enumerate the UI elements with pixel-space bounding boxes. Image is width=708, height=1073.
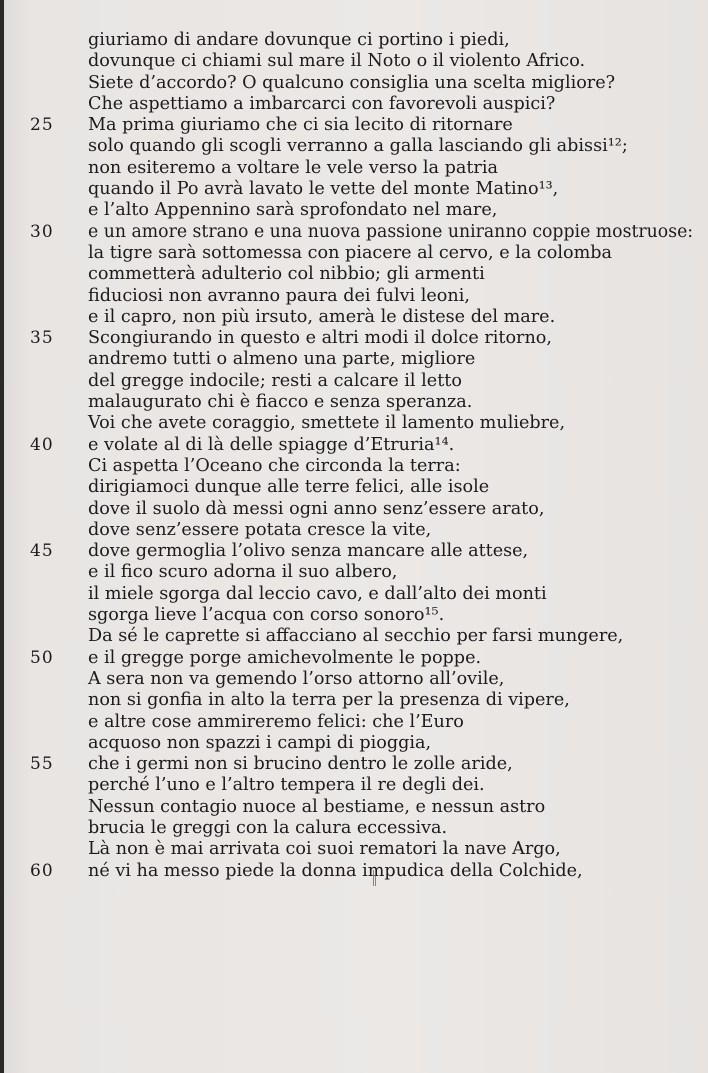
- line-text: né vi ha messo piede la donna impudica della Colchide,: [88, 860, 583, 881]
- poem-line: [0, 648, 708, 669]
- line-text: Che aspettiamo a imbarcarci con favorevoli auspici?: [88, 93, 556, 114]
- poem-line: [0, 349, 708, 370]
- poem-line: [0, 286, 708, 307]
- poem-line: [0, 371, 708, 392]
- poem-line: [0, 136, 708, 157]
- line-text: non esiteremo a voltare le vele verso la patria: [88, 157, 498, 178]
- line-text: dove germoglia l’olivo senza mancare alle attese,: [88, 541, 529, 562]
- line-text: e l’alto Appennino sarà sprofondato nel mare,: [88, 200, 498, 221]
- poem-line: [0, 733, 708, 754]
- poem-line: [0, 562, 708, 583]
- line-text: A sera non va gemendo l’orso attorno all’ovile,: [88, 668, 505, 689]
- line-text: e il capro, non più irsuto, amerà le distese del mare.: [88, 306, 556, 327]
- line-text: che i germi non si brucino dentro le zolle aride,: [88, 754, 513, 775]
- line-text: dove senz’essere potata cresce la vite,: [88, 519, 432, 540]
- poem-line: [0, 179, 708, 200]
- poem-line: [0, 669, 708, 690]
- line-text: fiduciosi non avranno paura dei fulvi leoni,: [88, 285, 470, 306]
- poem-line: [0, 754, 708, 775]
- poem-line: [0, 839, 708, 860]
- poem-line: [0, 94, 708, 115]
- poem-line: [0, 264, 708, 285]
- poem-line: [0, 605, 708, 626]
- line-number: 40: [30, 434, 54, 455]
- line-text: Siete d’accordo? O qualcuno consiglia una scelta migliore?: [88, 72, 616, 93]
- line-text: del gregge indocile; resti a calcare il letto: [88, 370, 462, 391]
- line-text: dove il suolo dà messi ogni anno senz’essere arato,: [88, 498, 545, 519]
- line-text: non si gonfia in alto la terra per la presenza di vipere,: [88, 690, 570, 711]
- line-text: Là non è mai arrivata coi suoi rematori la nave Argo,: [88, 839, 561, 860]
- line-text: perché l’uno e l’altro tempera il re degli dei.: [88, 775, 485, 796]
- line-number: 50: [30, 647, 54, 668]
- poem-line: [0, 413, 708, 434]
- poem-line: [0, 775, 708, 796]
- poem-line: [0, 51, 708, 72]
- poem-line: [0, 690, 708, 711]
- poem-line: [0, 200, 708, 221]
- line-text: sgorga lieve l’acqua con corso sonoro¹⁵.: [88, 605, 445, 626]
- poem-line: [0, 222, 708, 243]
- poem-line: [0, 584, 708, 605]
- line-number: 25: [30, 115, 54, 136]
- line-text: commetterà adulterio col nibbio; gli armenti: [88, 264, 485, 285]
- poem-line: [0, 73, 708, 94]
- line-text: Ma prima giuriamo che ci sia lecito di ritornare: [88, 115, 513, 136]
- poem-line: [0, 435, 708, 456]
- line-text: e il fico scuro adorna il suo albero,: [88, 562, 398, 583]
- line-text: Scongiurando in questo e altri modi il dolce ritorno,: [88, 328, 552, 349]
- poem-line: [0, 158, 708, 179]
- line-text: Nessun contagio nuoce al bestiame, e nessun astro: [88, 796, 546, 817]
- line-text: dirigiamoci dunque alle terre felici, alle isole: [88, 477, 490, 498]
- poem-line: [0, 861, 708, 882]
- text-cursor: [373, 870, 376, 886]
- line-text: Voi che avete coraggio, smettete il lamento muliebre,: [88, 413, 566, 434]
- line-text: e il gregge porge amichevolmente le poppe.: [88, 647, 482, 668]
- poem-line: [0, 456, 708, 477]
- line-text: e volate al di là delle spiagge d’Etruria¹⁴.: [88, 434, 455, 455]
- poem-line: [0, 115, 708, 136]
- poem-line: [0, 541, 708, 562]
- line-text: e un amore strano e una nuova passione uniranno coppie mostruose:: [88, 221, 694, 242]
- poem-line: [0, 520, 708, 541]
- line-text: acquoso non spazzi i campi di pioggia,: [88, 732, 432, 753]
- line-number: 45: [30, 541, 54, 562]
- line-text: giuriamo di andare dovunque ci portino i piedi,: [88, 30, 510, 50]
- line-text: quando il Po avrà lavato le vette del monte Matino¹³,: [88, 179, 559, 200]
- poem-line: [0, 392, 708, 413]
- line-text: malaugurato chi è fiacco e senza speranza.: [88, 392, 473, 413]
- line-number: 60: [30, 860, 54, 881]
- line-number: 30: [30, 221, 54, 242]
- poem-text: [0, 30, 708, 882]
- poem-line: [0, 818, 708, 839]
- poem-line: [0, 797, 708, 818]
- poem-line: [0, 477, 708, 498]
- poem-line: [0, 328, 708, 349]
- line-text: andremo tutti o almeno una parte, migliore: [88, 349, 476, 370]
- poem-line: [0, 243, 708, 264]
- line-text: Da sé le caprette si affacciano al secchio per farsi mungere,: [88, 626, 624, 647]
- line-text: la tigre sarà sottomessa con piacere al cervo, e la colomba: [88, 242, 613, 263]
- poem-line: [0, 499, 708, 520]
- line-number: 35: [30, 328, 54, 349]
- line-text: il miele sgorga dal leccio cavo, e dall’alto dei monti: [88, 583, 547, 604]
- poem-line: [0, 712, 708, 733]
- poem-line: [0, 626, 708, 647]
- line-text: Ci aspetta l’Oceano che circonda la terra:: [88, 455, 461, 476]
- line-number: 55: [30, 754, 54, 775]
- line-text: brucia le greggi con la calura eccessiva.: [88, 817, 448, 838]
- poem-line: [0, 30, 708, 51]
- poem-line: [0, 307, 708, 328]
- line-text: e altre cose ammireremo felici: che l’Euro: [88, 711, 464, 732]
- line-text: dovunque ci chiami sul mare il Noto o il violento Africo.: [88, 51, 586, 72]
- line-text: solo quando gli scogli verranno a galla lasciando gli abissi¹²;: [88, 136, 628, 157]
